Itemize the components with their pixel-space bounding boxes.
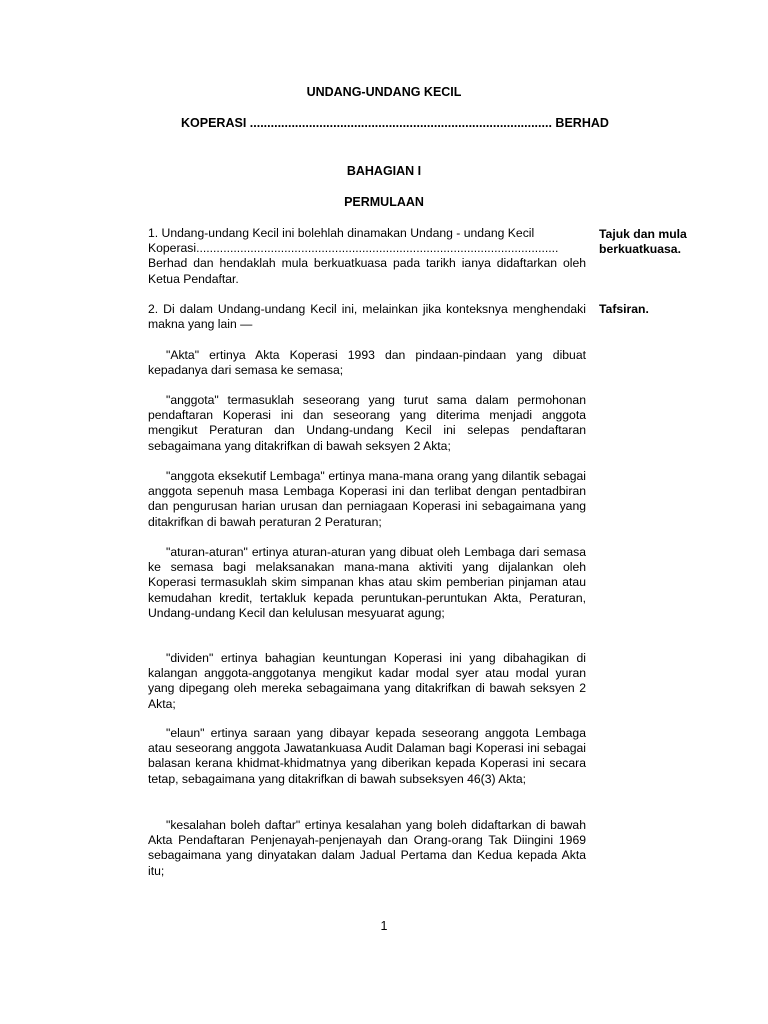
koperasi-name-blank: ....................................................................................... (249, 116, 552, 130)
section-1-line-2: Koperasi........................................................................................................... (148, 241, 559, 256)
definition-text: "dividen" ertinya bahagian keuntungan Koperasi ini yang dibahagikan di kalangan anggota-anggotanya mengikut kadar modal syer atau modal yuran yang dipegang oleh mereka sebagaimana yang ditakrifkan di bawah seksyen 2 Akta; (148, 651, 586, 711)
part-title: PERMULAAN (344, 195, 424, 209)
section-2-intro-text: 2. Di dalam Undang-undang Kecil ini, melainkan jika konteksnya menghendaki makna yang lain — (148, 302, 586, 332)
definition-text: "elaun" ertinya saraan yang dibayar kepada seseorang anggota Lembaga atau seseorang anggota Jawatankuasa Audit Dalaman bagi Koperasi ini sebagai balasan kerana khidmat-khidmatnya yang diberikan kepada Koperasi ini secara tetap, sebagaimana yang ditakrifkan di bawah subseksyen 46(3) Akta; (148, 726, 586, 786)
koperasi-prefix: KOPERASI (181, 116, 247, 130)
definition-aturan-aturan (148, 545, 586, 621)
definition-anggota (148, 393, 586, 454)
koperasi-suffix: BERHAD (555, 116, 609, 130)
definition-text: "anggota" termasuklah seseorang yang turut sama dalam permohonan pendaftaran Koperasi ini dan seseorang yang diterima menjadi anggota mengikut Peraturan dan Undang-undang Kecil ini selepas pendaftaran sebagaimana yang ditakrifkan di bawah seksyen 2 Akta; (148, 393, 586, 453)
page-number: 1 (380, 919, 388, 933)
section-1-line-3: Berhad dan hendaklah mula berkuatkuasa pada tarikh ianya didaftarkan oleh Ketua Pendaftar. (148, 256, 586, 286)
section-2-intro (148, 302, 586, 332)
definition-dividen (148, 651, 586, 712)
document-title: UNDANG-UNDANG KECIL (306, 85, 462, 99)
section-1-line-1: 1. Undang-undang Kecil ini bolehlah dinamakan Undang - undang Kecil (148, 226, 535, 240)
definition-text: "anggota eksekutif Lembaga" ertinya mana-mana orang yang dilantik sebagai anggota sepenuh masa Lembaga Koperasi ini dan terlibat dengan pentadbiran dan pengurusan harian urusan dan perniagaan Koperasi ini sebagaimana yang ditakrifkan di bawah peraturan 2 Peraturan; (148, 469, 586, 529)
definition-elaun (148, 726, 586, 787)
definition-kesalahan (148, 818, 586, 879)
side-note-section-1: Tajuk dan mula berkuatkuasa. (599, 227, 687, 257)
koperasi-name-line (181, 116, 641, 130)
definition-akta (148, 348, 586, 378)
side-note-section-2: Tafsiran. (599, 302, 649, 316)
section-1 (148, 226, 586, 287)
definition-text: "aturan-aturan" ertinya aturan-aturan yang dibuat oleh Lembaga dari semasa ke semasa bagi melaksanakan mana-mana aktiviti yang dijalankan oleh Koperasi termasuklah skim simpanan khas atau skim pemberian pinjaman atau kemudahan kredit, tertakluk kepada peruntukan-peruntukan Akta, Peraturan, Undang-undang Kecil dan kelulusan mesyuarat agung; (148, 545, 586, 620)
definition-anggota-eksekutif (148, 469, 586, 530)
definition-text: "kesalahan boleh daftar" ertinya kesalahan yang boleh didaftarkan di bawah Akta Pendaftaran Penjenayah-penjenayah dan Orang-orang Tak Diingini 1969 sebagaimana yang dinyatakan dalam Jadual Pertama dan Kedua kepada Akta itu; (148, 818, 586, 878)
part-heading: BAHAGIAN I (346, 164, 422, 178)
definition-text: "Akta" ertinya Akta Koperasi 1993 dan pindaan-pindaan yang dibuat kepadanya dari semasa ke semasa; (148, 348, 586, 378)
